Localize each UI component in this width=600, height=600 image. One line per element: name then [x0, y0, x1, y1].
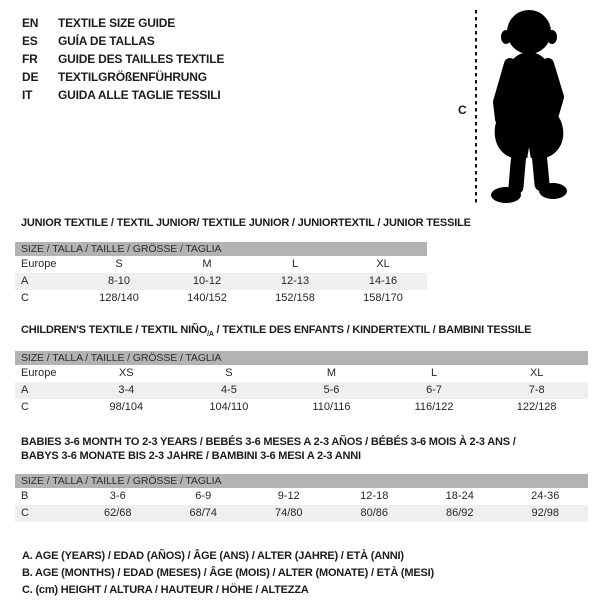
legend-footnotes — [22, 548, 600, 599]
table-row-height — [15, 290, 427, 307]
value-cell: 80/86 — [360, 507, 389, 520]
value-cell: 158/170 — [363, 292, 403, 304]
toddler-silhouette-shape — [491, 10, 567, 203]
size-header-bar: SIZE / TALLA / TAILLE / GRÖSSE / TAGLIA — [15, 242, 427, 256]
title-part: CHILDREN'S TEXTILE / TEXTIL NIÑO — [21, 324, 208, 336]
table-row-europe — [15, 256, 427, 273]
size-header-bar: SIZE / TALLA / TAILLE / GRÖSSE / TAGLIA — [15, 351, 588, 365]
row-label: Europe — [21, 258, 57, 270]
children-size-table — [15, 323, 588, 416]
value-cell: 10-12 — [192, 275, 222, 287]
size-cell: S — [225, 367, 233, 380]
value-cell: 3-4 — [118, 384, 135, 397]
title-subscript: /A — [207, 331, 214, 339]
value-cell: 110/116 — [312, 401, 351, 414]
footnote-b: B. AGE (MONTHS) / EDAD (MESES) / ÂGE (MOIS) / ALTER (MONATE) / ETÀ (MESI) — [22, 567, 434, 580]
value-cell: 6-7 — [426, 384, 443, 397]
value-cell: 8-10 — [107, 275, 131, 287]
lang-code: EN — [22, 16, 39, 30]
size-cell: L — [431, 367, 438, 380]
value-cell: 98/104 — [109, 401, 144, 414]
lang-title: GUIDA ALLE TAGLIE TESSILI — [58, 88, 221, 102]
table-row-height — [15, 505, 588, 522]
value-cell: 152/158 — [275, 292, 315, 304]
lang-title: GUÍA DE TALLAS — [58, 34, 155, 48]
row-label: C — [21, 507, 29, 520]
size-header-bar: SIZE / TALLA / TAILLE / GRÖSSE / TAGLIA — [15, 474, 588, 488]
value-cell: 18-24 — [445, 490, 474, 503]
lang-code: IT — [22, 88, 33, 102]
value-cell: 14-16 — [368, 275, 398, 287]
table-row-height — [15, 399, 588, 416]
size-cell: M — [326, 367, 337, 380]
footnote-a: A. AGE (YEARS) / EDAD (AÑOS) / ÂGE (ANS) / ALTER (JAHRE) / ETÀ (ANNI) — [22, 550, 404, 563]
value-cell: 9-12 — [277, 490, 300, 503]
footnote-c: C. (cm) HEIGHT / ALTURA / HAUTEUR / HÖHE / ALTEZZA — [22, 584, 309, 597]
value-cell: 116/122 — [414, 401, 454, 414]
value-cell: 68/74 — [189, 507, 218, 520]
size-cell: L — [291, 258, 299, 270]
value-cell: 7-8 — [528, 384, 545, 397]
title-part: / TEXTILE DES ENFANTS / KINDERTEXTIL / BAMBINI TESSILE — [213, 324, 532, 336]
babies-size-table — [15, 435, 588, 522]
lang-title: TEXTILGRÖßENFÜHRUNG — [58, 70, 207, 84]
size-cell: XL — [529, 367, 544, 380]
row-label: A — [21, 275, 29, 287]
size-cell: XL — [376, 258, 390, 270]
lang-code: DE — [22, 70, 39, 84]
junior-table-title: JUNIOR TEXTILE / TEXTIL JUNIOR/ TEXTILE JUNIOR / JUNIORTEXTIL / JUNIOR TESSILE — [21, 217, 471, 229]
size-cell: M — [202, 258, 212, 270]
table-row-age — [15, 382, 588, 399]
value-cell: 104/110 — [209, 401, 249, 414]
value-cell: 122/128 — [516, 401, 557, 414]
title-line-2: BABYS 3-6 MONATE BIS 2-3 JAHRE / BAMBINI 3-6 MESI A 2-3 ANNI — [21, 450, 361, 463]
size-cell: S — [115, 258, 123, 270]
value-cell: 3-6 — [109, 490, 126, 503]
children-table-title — [21, 323, 588, 342]
title-line-1: BABIES 3-6 MONTH TO 2-3 YEARS / BEBÉS 3-6 MESES A 2-3 AÑOS / BÉBÉS 3-6 MOIS À 2-3 ANS / — [21, 436, 516, 449]
row-label: C — [21, 401, 29, 414]
junior-size-table — [15, 216, 471, 307]
value-cell: 5-6 — [323, 384, 340, 397]
table-row-age — [15, 273, 427, 290]
value-cell: 86/92 — [445, 507, 474, 520]
value-cell: 92/98 — [531, 507, 560, 520]
size-cell: XS — [118, 367, 134, 380]
value-cell: 12-18 — [360, 490, 389, 503]
value-cell: 62/68 — [103, 507, 132, 520]
lang-title: GUIDE DES TAILLES TEXTILE — [58, 52, 225, 66]
row-label: Europe — [21, 367, 57, 380]
row-label: B — [21, 490, 29, 503]
babies-table-title — [21, 435, 588, 463]
value-cell: 24-36 — [531, 490, 560, 503]
value-cell: 6-9 — [195, 490, 212, 503]
value-cell: 12-13 — [280, 275, 310, 287]
value-cell: 128/140 — [99, 292, 139, 304]
toddler-silhouette-icon — [450, 5, 595, 215]
value-cell: 140/152 — [187, 292, 227, 304]
lang-code: ES — [22, 34, 38, 48]
height-measure-label: C — [458, 103, 467, 117]
lang-title: TEXTILE SIZE GUIDE — [58, 16, 176, 30]
row-label: C — [21, 292, 29, 304]
table-row-europe — [15, 365, 588, 382]
lang-code: FR — [22, 52, 38, 66]
value-cell: 74/80 — [274, 507, 303, 520]
value-cell: 4-5 — [220, 384, 237, 397]
table-row-months — [15, 488, 588, 505]
height-measure-figure — [450, 5, 595, 215]
row-label: A — [21, 384, 29, 397]
